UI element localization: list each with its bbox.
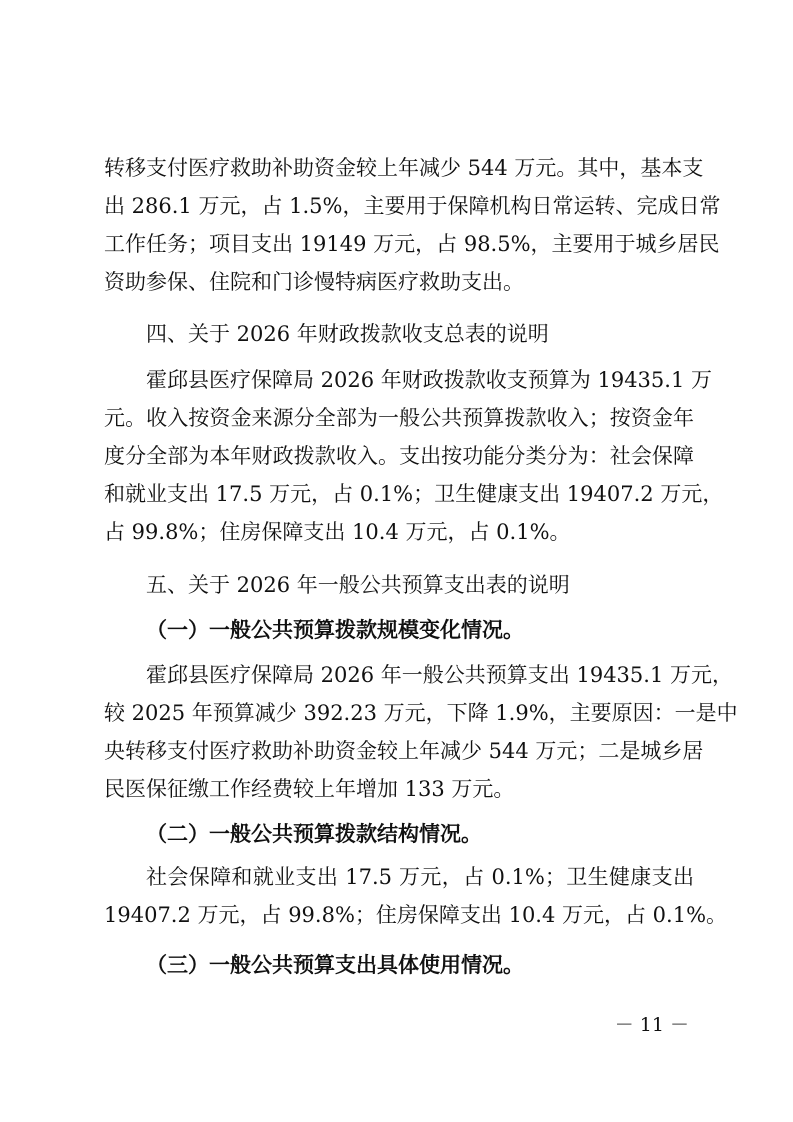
text-line: 转移支付医疗救助补助资金较上年减少 544 万元。其中，基本支	[104, 156, 704, 180]
paragraph-transfer-payment	[104, 149, 721, 301]
section-heading-text: 五、关于 2026 年一般公共预算支出表的说明	[146, 573, 570, 597]
subheading-text: （二）一般公共预算拨款结构情况。	[146, 821, 482, 846]
paragraph-scale-change	[104, 656, 738, 808]
section-heading-5	[104, 566, 694, 604]
subheading-structure	[104, 815, 694, 853]
text-line: 19407.2 万元，占 99.8%；住房保障支出 10.4 万元，占 0.1%。	[104, 903, 728, 927]
text-line: 出 286.1 万元，占 1.5%，主要用于保障机构日常运转、完成日常	[104, 194, 721, 218]
text-line: 工作任务；项目支出 19149 万元，占 98.5%，主要用于城乡居民	[104, 232, 720, 256]
text-line: 民医保征缴工作经费较上年增加 133 万元。	[104, 777, 515, 801]
subheading-usage	[104, 946, 694, 984]
text-line: 占 99.8%；住房保障支出 10.4 万元，占 0.1%。	[104, 520, 571, 544]
text-line: 资助参保、住院和门诊慢特病医疗救助支出。	[104, 270, 524, 294]
text-line: 央转移支付医疗救助补助资金较上年减少 544 万元；二是城乡居	[104, 739, 704, 763]
text-line: 社会保障和就业支出 17.5 万元，占 0.1%；卫生健康支出	[146, 865, 694, 889]
paragraph-structure	[104, 858, 728, 934]
paragraph-fiscal-summary	[104, 361, 724, 551]
text-line: 度分全部为本年财政拨款收入。支出按功能分类分为：社会保障	[104, 444, 694, 468]
subheading-text: （三）一般公共预算支出具体使用情况。	[146, 952, 524, 977]
section-heading-4	[104, 315, 694, 353]
text-line: 元。收入按资金来源分全部为一般公共预算拨款收入；按资金年	[104, 406, 694, 430]
page-number: － 11 －	[614, 1014, 689, 1036]
text-line: 和就业支出 17.5 万元，占 0.1%；卫生健康支出 19407.2 万元，	[104, 482, 724, 506]
text-line: 霍邱县医疗保障局 2026 年一般公共预算支出 19435.1 万元，	[146, 663, 733, 687]
subheading-scale-change	[104, 611, 694, 649]
text-line: 较 2025 年预算减少 392.23 万元，下降 1.9%，主要原因：一是中	[104, 701, 738, 725]
text-line: 霍邱县医疗保障局 2026 年财政拨款收支预算为 19435.1 万	[146, 368, 712, 392]
section-heading-text: 四、关于 2026 年财政拨款收支总表的说明	[146, 322, 549, 346]
subheading-text: （一）一般公共预算拨款规模变化情况。	[146, 617, 524, 642]
